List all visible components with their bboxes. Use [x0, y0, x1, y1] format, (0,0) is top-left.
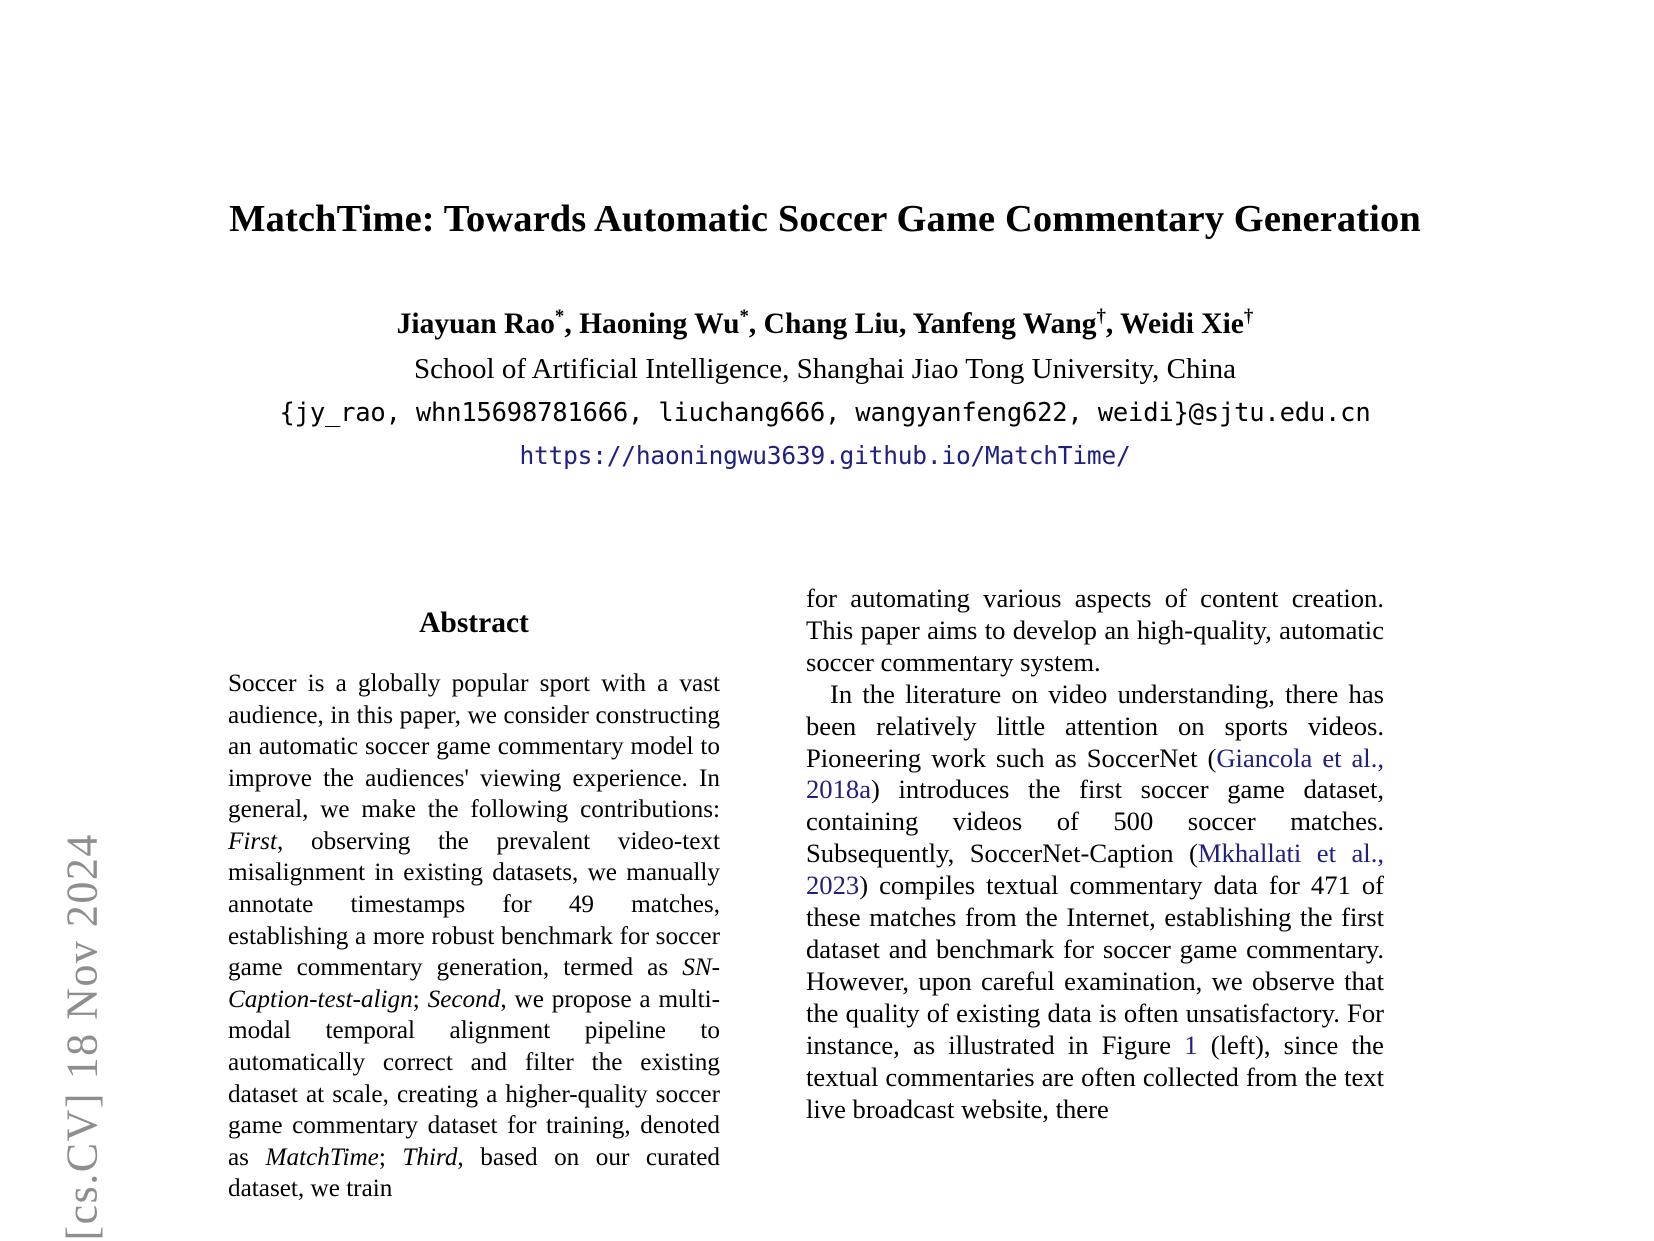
author-block [130, 306, 1520, 471]
emphasis: SN-Caption-test-align [228, 954, 720, 1013]
citation-link-giancola[interactable]: Giancola et al., 2018a [806, 742, 1384, 805]
author-names: Jiayuan Rao*, Haoning Wu*, Chang Liu, Yanfeng Wang†, Weidi Xie† [396, 306, 1254, 340]
emphasis: Third [402, 1143, 458, 1171]
abstract-heading: Abstract [419, 607, 529, 639]
figure-reference-link[interactable]: 1 [1184, 1029, 1198, 1060]
affiliation: School of Artificial Intelligence, Shanghai Jiao Tong University, China [414, 352, 1236, 385]
intro-paragraph-2: In the literature on video understanding, there has been relatively little attention on sports videos. Pioneering work such as SoccerNet (Giancola et al., 2018a) introduces the first soccer game dataset, containing videos of 500 soccer matches. Subsequently, SoccerNet-Caption (Mkhallati et al., 2023) compiles textual commentary data for 471 of these matches from the Internet, establishing the first dataset and benchmark for soccer game commentary. However, upon careful examination, we observe that the quality of existing data is often unsatisfactory. For instance, as illustrated in Figure 1 (left), since the textual commentaries are often collected from the text live broadcast website, there [806, 678, 1384, 1124]
emphasis: MatchTime [265, 1143, 379, 1171]
abstract-text: Soccer is a globally popular sport with a vast audience, in this paper, we consider constructing an automatic soccer game commentary model to improve the audiences' viewing experience. In general, we make the following contributions: First, observing the prevalent video-text misalignment in existing datasets, we manually annotate timestamps for 49 matches, establishing a more robust benchmark for soccer game commentary generation, termed as SN-Caption-test-align; Second, we propose a multi-modal temporal alignment pipeline to automatically correct and filter the existing dataset at scale, creating a higher-quality soccer game commentary dataset for training, denoted as MatchTime; Third, based on our curated dataset, we train [228, 669, 721, 1203]
citation-link-mkhallati[interactable]: Mkhallati et al., 2023 [806, 838, 1384, 901]
arxiv-vertical-stamp: [cs.CV] 18 Nov 2024 [57, 833, 107, 1241]
right-column [806, 583, 1384, 1125]
author-emails: {jy_rao, whn15698781666, liuchang666, wangyanfeng622, weidi}@sjtu.edu.cn [279, 398, 1371, 429]
emphasis: First [228, 827, 277, 855]
project-url-link[interactable]: https://haoningwu3639.github.io/MatchTime/ [519, 440, 1131, 470]
left-column [228, 608, 720, 1205]
title-block [130, 196, 1520, 242]
emphasis: Second [427, 985, 501, 1013]
page-title: MatchTime: Towards Automatic Soccer Game Commentary Generation [229, 198, 1421, 240]
intro-paragraph-1: for automating various aspects of content creation. This paper aims to develop an high-quality, automatic soccer commentary system. [806, 583, 1384, 677]
project-url-line [130, 440, 1520, 472]
